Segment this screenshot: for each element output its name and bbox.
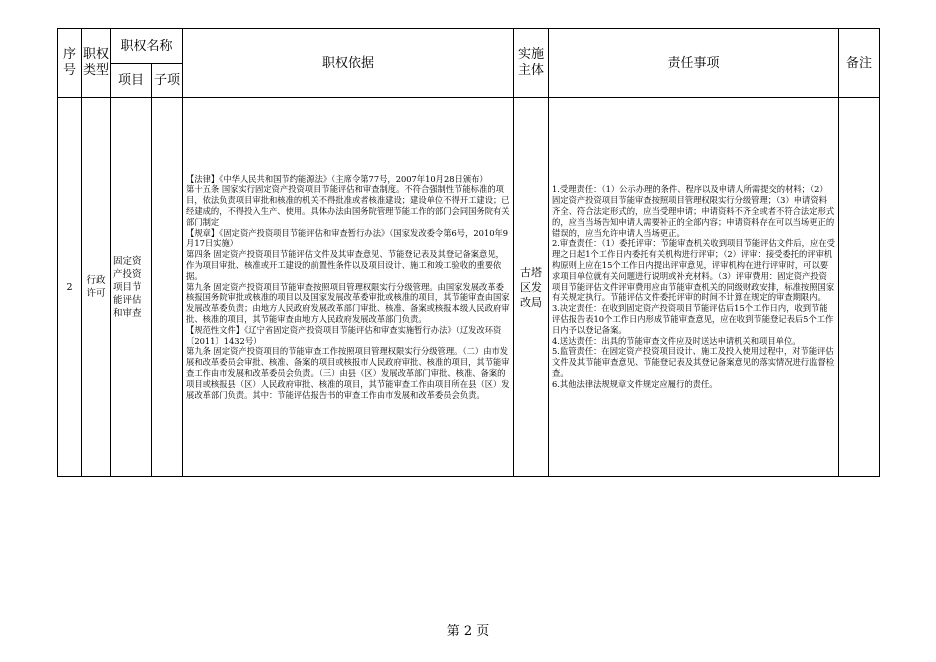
page-number: 第 2 页 [446,624,490,639]
header-basis: 职权依据 [183,29,514,98]
header-subject: 实施主体 [514,29,549,98]
basis-paragraph: 【法律】《中华人民共和国节约能源法》（主席令第77号，2007年10月28日颁布） [186,173,488,184]
row-remark [839,98,880,477]
row-subject: 古塔区发改局 [514,98,549,477]
authority-table [57,28,880,477]
row-duty [549,98,839,477]
row-subitem [152,98,183,477]
row-basis [183,98,514,477]
basis-paragraph: 第十五条 国家实行固定资产投资项目节能评估和审查制度。不符合强制性节能标准的项目，依法负责项目审批和核准的机关不得批准或者核准建设；建设单位不得开工建设；已经建成的，不得投入生产、使用。具体办法由国务院管理节能工作的部门会同国务院有关部门制定 [186,184,510,227]
duty-paragraph: 4.送达责任：出具的节能审查文件应及时送达申请机关和项目单位。 [552,335,801,346]
basis-paragraph: 【规范性文件】《辽宁省固定资产投资项目节能评估和审查实施暂行办法》（辽发改环资〔2011〕1432号） [186,324,502,346]
duty-paragraph: 3.决定责任：在收到固定资产投资项目节能评估后15个工作日内，收到节能评估报告表10个工作日内形成节能审查意见，应在收到节能登记表后5个工作日内予以登记备案。 [552,303,834,335]
header-subitem: 子项 [152,64,183,98]
basis-paragraph: 第四条 固定资产投资项目节能评估文件及其审查意见、节能登记表及其登记备案意见，作为项目审批、核准或开工建设的前置性条件以及项目设计、施工和竣工验收的重要依据。 [186,249,504,281]
basis-paragraph: 【规章】《固定资产投资项目节能评估和审查暂行办法》（国家发改委令第6号，2010年9月17日实施） [186,227,509,249]
header-index: 序号 [58,29,82,98]
header-item: 项目 [111,64,152,98]
duty-paragraph: 5.监管责任：在固定资产投资项目设计、施工及投入使用过程中，对节能评估文件及其节能审查意见、节能登记表及其登记备案意见的落实情况进行监督检查。 [552,346,835,378]
basis-paragraph: 第九条 固定资产投资项目的节能审查工作按照项目管理权限实行分级管理。（二）由市发展和改革委员会审批、核准、备案的项目或核报市人民政府审批、核准的项目，其节能审查工作由市发展和改革委员会负责。（三）由县（区）发展改革部门审批、核准、备案的项目或核报县（区）人民政府审批、核准的项目，其节能审查工作由项目所在县（区）发展改革部门负责。其中：节能评估报告书的审查工作由市发展和改革委员会负责。 [186,346,510,400]
duty-paragraph: 2.审查责任：（1）委托评审：节能审查机关收到项目节能评估文件后，应在受理之日起1个工作日内委托有关机构进行评审；（2）评审：接受委托的评审机构原则上应在15个工作日内提出评审意见，评审机构在进行评审时，可以要求项目单位就有关问题进行说明或补充材料。（3）评审费用：固定资产投资项目节能评估文件评审费用应由节能审查机关的同级财政安排，标准按照国家有关规定执行。节能评估文件委托评审的时间不计算在规定的审查期限内。 [552,238,835,303]
row-index: 2 [58,98,82,477]
duty-paragraph: 1.受理责任：（1）公示办理的条件、程序以及申请人所需提交的材料；（2）固定资产投资项目节能审查按照项目管理权限实行分级管理；（3）申请资料齐全、符合法定形式的，应当受理申请；申请资料不齐全或者不符合法定形式的，应当当场告知申请人需要补正的全部内容；申请资料存在可以当场更正的错误的，应当允许申请人当场更正。 [552,184,835,238]
header-name-group: 职权名称 [111,29,183,64]
header-type: 职权类型 [82,29,111,98]
row-item: 固定资产投资项目节能评估和审查 [111,98,152,477]
duty-paragraph: 6.其他法律法规规章文件规定应履行的责任。 [552,378,718,389]
row-type: 行政许可 [82,98,111,477]
header-duty: 责任事项 [549,29,839,98]
table-row [58,98,880,477]
header-remark: 备注 [839,29,880,98]
basis-paragraph: 第九条 固定资产投资项目节能审查按照项目管理权限实行分级管理。由国家发展改革委核报国务院审批或核准的项目以及国家发展改革委审批或核准的项目，其节能审查由国家发展改革委负责；由地方人民政府发展改革部门审批、核准、备案或核报本级人民政府审批、核准的项目，其节能审查由地方人民政府发展改革部门负责。 [186,281,510,324]
